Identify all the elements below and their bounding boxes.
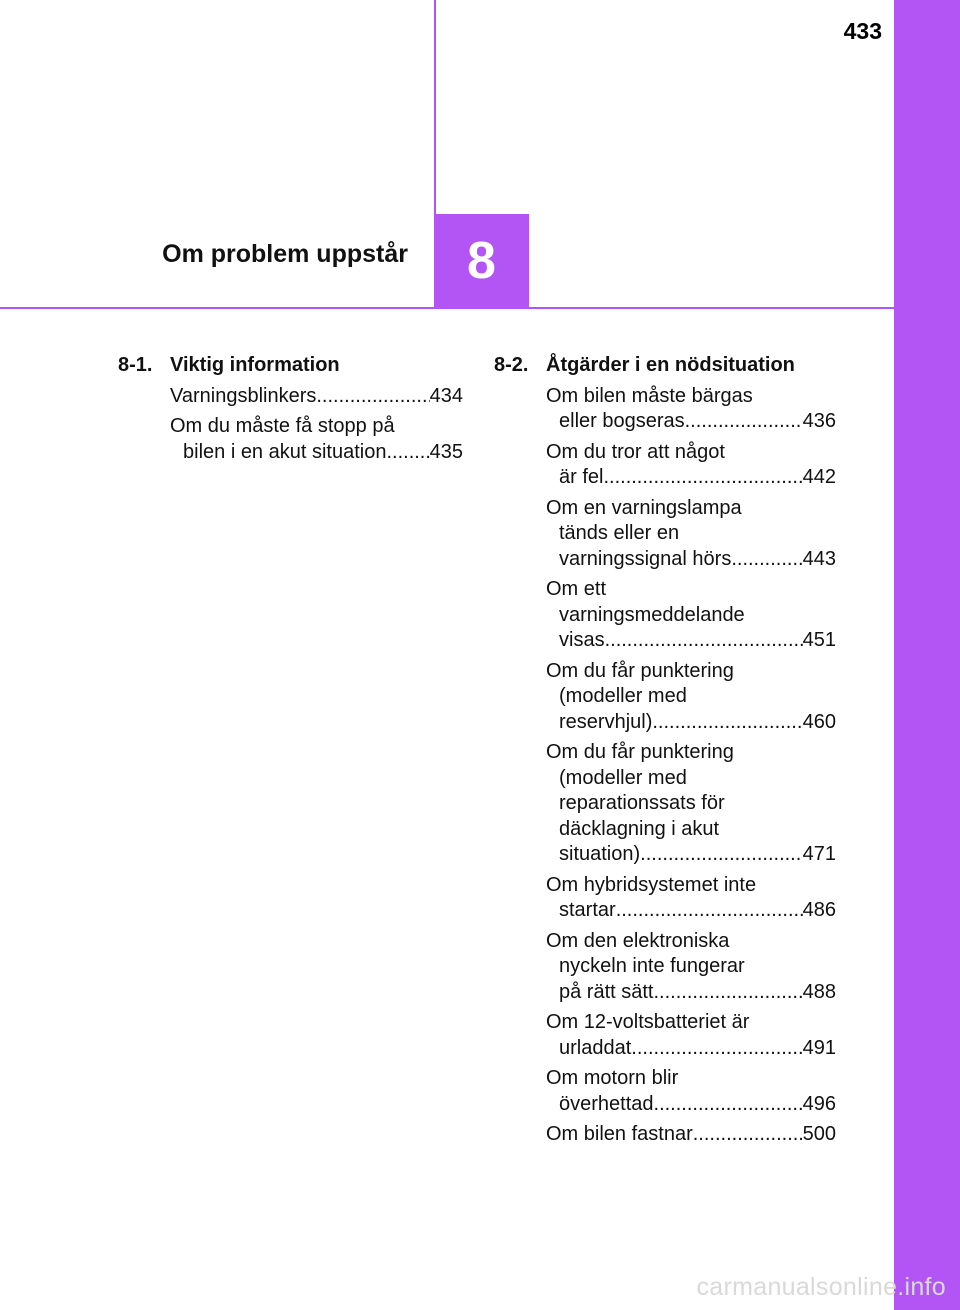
toc-entry-text: varningsmeddelande (559, 603, 745, 626)
toc-entry-last-line (170, 440, 463, 466)
dot-leader (654, 980, 803, 1006)
toc-entry-text: däcklagning i akut (559, 817, 720, 840)
toc-page-number: 436 (802, 410, 836, 432)
dot-leader (605, 628, 803, 654)
toc-entry[interactable] (546, 929, 836, 1006)
dot-leader (693, 1122, 803, 1148)
section-number: 8-2. (494, 354, 529, 376)
toc-entry-last-line (546, 1036, 836, 1062)
header-vertical-rule (434, 0, 436, 214)
toc-entry[interactable] (170, 384, 463, 410)
toc-entry[interactable] (546, 659, 836, 736)
toc-entry-last-line (546, 980, 836, 1006)
toc-page-number: 488 (802, 980, 836, 1003)
toc-entry-text: (modeller med (559, 685, 687, 707)
toc-entry[interactable] (546, 440, 836, 491)
toc-entry-last-line (546, 1122, 836, 1148)
toc-entry-text: startar (559, 899, 616, 921)
toc-entry-text: Om du tror att något (546, 440, 725, 463)
toc-entry-text: urladdat (559, 1036, 632, 1059)
toc-entry-text: överhettad (559, 1092, 654, 1115)
toc-entry-text: Om bilen måste bärgas (546, 384, 753, 407)
toc-page-number: 500 (802, 1123, 836, 1145)
toc-entry-text: Om du måste få stopp på (170, 415, 395, 437)
toc-entry-text: Om den elektroniska (546, 929, 730, 952)
toc-entry[interactable] (546, 1122, 836, 1148)
dot-leader (603, 465, 802, 491)
dot-leader (654, 1092, 803, 1118)
chapter-side-tab (894, 0, 960, 1310)
toc-entry[interactable] (546, 577, 836, 654)
toc-entry-text: Om hybridsystemet inte (546, 873, 757, 896)
toc-entry-text: Om du får punktering (546, 659, 734, 682)
toc-page-number: 443 (802, 547, 836, 570)
toc-entry[interactable] (546, 873, 836, 924)
toc-page-number: 486 (802, 899, 836, 921)
toc-entry[interactable] (546, 740, 836, 868)
toc-entry-text: tänds eller en (559, 522, 680, 544)
toc-entry-last-line (546, 547, 836, 573)
dot-leader (316, 384, 429, 410)
toc-entry[interactable] (170, 414, 463, 465)
toc-page-number: 451 (802, 629, 836, 651)
toc-entry-last-line (546, 710, 836, 736)
watermark-text: carmanualsonline.info (696, 1273, 946, 1301)
toc-entry-text: Om en varningslampa (546, 496, 742, 519)
toc-entry-text: (modeller med (559, 766, 687, 789)
toc-entry-text: reservhjul) (559, 710, 653, 733)
toc-page-number: 434 (429, 384, 463, 407)
section-title: Viktig information (170, 354, 340, 376)
toc-page-number: 460 (802, 710, 836, 733)
dot-leader (616, 898, 803, 924)
toc-entry-text: nyckeln inte fungerar (559, 955, 745, 977)
dot-leader (386, 440, 429, 466)
toc-entry-text: bilen i en akut situation (183, 440, 387, 463)
toc-entry-text: Om bilen fastnar (546, 1123, 693, 1145)
toc-entry-last-line (546, 898, 836, 924)
toc-entry-text: Varningsblinkers (170, 384, 317, 407)
toc-section-8-2 (494, 353, 836, 1153)
toc-entry-list (546, 384, 836, 1148)
toc-page-number: 442 (802, 466, 836, 488)
section-heading (118, 353, 463, 379)
toc-entry[interactable] (546, 1066, 836, 1117)
toc-entry-last-line (546, 842, 836, 868)
toc-entry-text: Om du får punktering (546, 741, 734, 763)
toc-page-number: 491 (802, 1036, 836, 1059)
toc-entry-text: är fel (559, 466, 604, 488)
dot-leader (640, 842, 802, 868)
toc-entry-text: reparationssats för (559, 792, 725, 814)
section-title: Åtgärder i en nödsituation (546, 354, 795, 376)
toc-entry-last-line (546, 628, 836, 654)
toc-page-number: 435 (429, 440, 463, 463)
toc-entry-text: Om 12-voltsbatteriet är (546, 1011, 750, 1033)
toc-section-8-1 (118, 353, 463, 470)
toc-entry-list (170, 384, 463, 466)
toc-entry[interactable] (546, 384, 836, 435)
dot-leader (731, 547, 802, 573)
dot-leader (631, 1036, 802, 1062)
section-heading (494, 353, 836, 379)
toc-entry-last-line (546, 409, 836, 435)
section-number: 8-1. (118, 354, 153, 376)
toc-entry-text: på rätt sätt (559, 980, 654, 1003)
toc-entry-text: visas (559, 629, 605, 651)
toc-entry-text: Om ett (546, 578, 607, 600)
dot-leader (685, 409, 803, 435)
page-number: 433 (843, 18, 882, 44)
toc-entry-text: Om motorn blir (546, 1067, 679, 1089)
toc-entry-text: situation) (559, 843, 641, 865)
toc-entry-last-line (546, 465, 836, 491)
toc-page-number: 496 (802, 1092, 836, 1115)
toc-entry[interactable] (546, 1010, 836, 1061)
chapter-number-box: 8 (434, 214, 529, 308)
toc-entry-text: eller bogseras (559, 410, 685, 432)
toc-page-number: 471 (802, 843, 836, 865)
toc-entry-last-line (546, 1092, 836, 1118)
chapter-title: Om problem uppstår (162, 240, 408, 268)
dot-leader (652, 710, 802, 736)
toc-entry[interactable] (546, 496, 836, 573)
toc-entry-text: varningssignal hörs (559, 547, 732, 570)
toc-entry-last-line (170, 384, 463, 410)
